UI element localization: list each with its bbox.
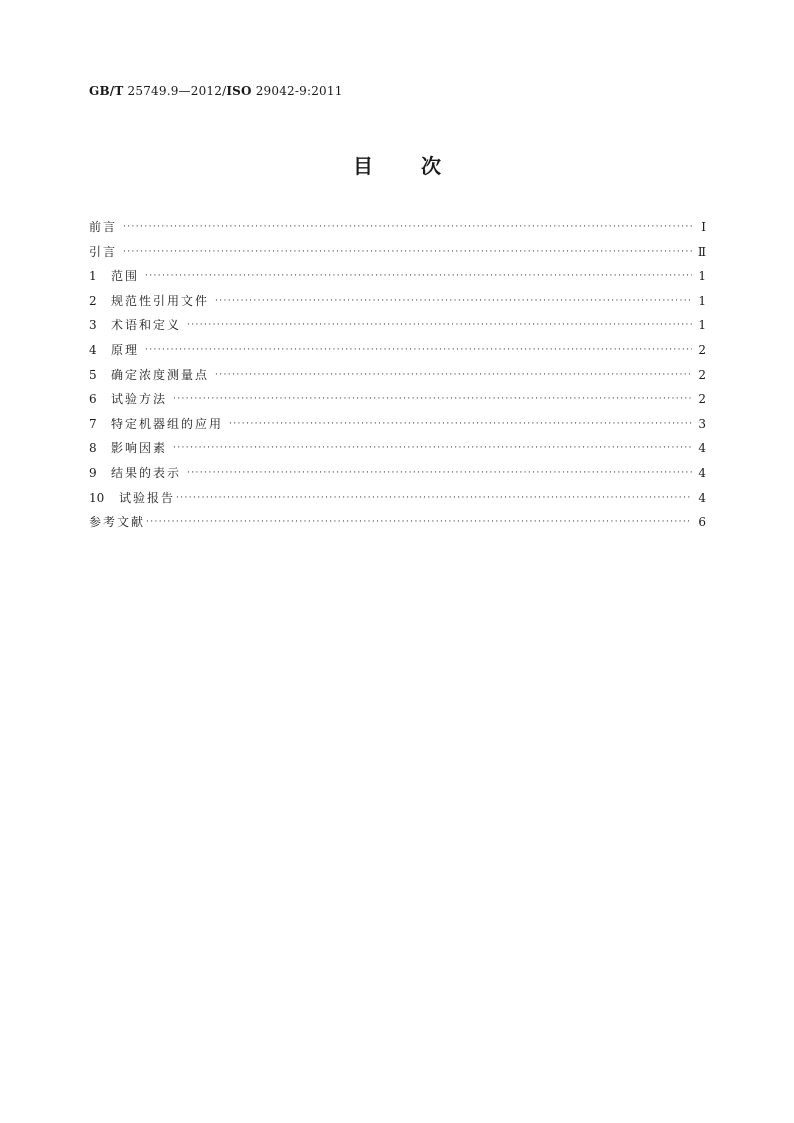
toc-entry-label: 特定机器组的应用 <box>111 416 224 431</box>
toc-entry-label: 试验方法 <box>111 392 168 407</box>
standard-prefix: GB/T <box>89 84 124 98</box>
toc-entry-5[interactable] <box>89 365 706 390</box>
toc-entry-1[interactable] <box>89 266 706 291</box>
toc-entry-3[interactable] <box>89 315 706 340</box>
toc-entry-page: 4 <box>698 490 706 505</box>
toc-entry-page: 2 <box>698 392 706 407</box>
toc-leader-dots <box>173 389 692 409</box>
toc-entry-number: 10 <box>89 490 105 505</box>
toc-leader-dots <box>229 414 692 434</box>
toc-entry-page: 1 <box>698 318 706 333</box>
toc-entry-number: 6 <box>89 392 97 407</box>
toc-entry-number: 9 <box>89 465 97 480</box>
toc-entry-number: 1 <box>89 269 97 284</box>
toc-leader-dots <box>146 512 692 532</box>
toc-entry-page: 1 <box>698 269 706 284</box>
toc-leader-dots <box>173 438 692 458</box>
toc-entry-page: Ⅱ <box>697 244 706 259</box>
toc-entry-number: 8 <box>89 441 97 456</box>
toc-entry-label: 结果的表示 <box>111 465 182 480</box>
toc-entry-page: 6 <box>698 515 706 530</box>
toc-entry-label: 前言 <box>89 220 118 234</box>
toc-leader-dots <box>145 266 692 286</box>
toc-entry-page: 4 <box>698 441 706 456</box>
toc-entry-label: 范围 <box>111 269 140 284</box>
toc-entry-8[interactable] <box>89 438 706 463</box>
toc-leader-dots <box>145 340 692 360</box>
toc-entry-introduction[interactable] <box>89 242 706 267</box>
toc-entry-number: 3 <box>89 318 97 333</box>
toc-entry-page: Ⅰ <box>701 220 706 234</box>
toc-entry-label: 试验报告 <box>119 490 176 505</box>
toc-entry-6[interactable] <box>89 389 706 414</box>
toc-entry-2[interactable] <box>89 291 706 316</box>
toc-entry-label: 规范性引用文件 <box>111 293 210 308</box>
toc-entry-10[interactable] <box>89 488 706 513</box>
toc-entry-page: 2 <box>698 367 706 382</box>
toc-entry-foreword[interactable] <box>89 217 706 242</box>
toc-entry-page: 3 <box>698 416 706 431</box>
toc-entry-number: 2 <box>89 293 97 308</box>
toc-entry-bibliography[interactable] <box>89 512 706 537</box>
toc-entry-number: 7 <box>89 416 97 431</box>
toc-entry-number: 4 <box>89 342 97 357</box>
toc-entry-page: 4 <box>698 465 706 480</box>
table-of-contents <box>89 217 706 537</box>
title-char-2: 次 <box>421 154 441 178</box>
toc-entry-page: 2 <box>698 342 706 357</box>
iso-prefix: ISO <box>226 84 252 98</box>
page-title <box>0 150 794 179</box>
toc-entry-7[interactable] <box>89 414 706 439</box>
toc-entry-label: 术语和定义 <box>111 318 182 333</box>
toc-entry-4[interactable] <box>89 340 706 365</box>
toc-leader-dots <box>187 315 692 335</box>
toc-entry-number: 5 <box>89 367 97 382</box>
toc-entry-label: 参考文献 <box>89 515 146 530</box>
toc-entry-label: 确定浓度测量点 <box>111 367 210 382</box>
toc-entry-9[interactable] <box>89 463 706 488</box>
document-header <box>89 84 343 98</box>
toc-entry-label: 影响因素 <box>111 441 168 456</box>
toc-entry-label: 原理 <box>111 342 140 357</box>
toc-leader-dots <box>215 291 692 311</box>
toc-entry-label: 引言 <box>89 244 118 259</box>
toc-leader-dots <box>123 242 692 262</box>
toc-leader-dots <box>215 365 692 385</box>
toc-leader-dots <box>187 463 692 483</box>
iso-number: 29042-9:2011 <box>255 84 343 98</box>
title-char-1: 目 <box>353 154 373 178</box>
toc-entry-page: 1 <box>698 293 706 308</box>
standard-number: 25749.9—2012/ <box>127 84 227 98</box>
toc-leader-dots <box>123 217 692 237</box>
toc-leader-dots <box>176 488 692 508</box>
